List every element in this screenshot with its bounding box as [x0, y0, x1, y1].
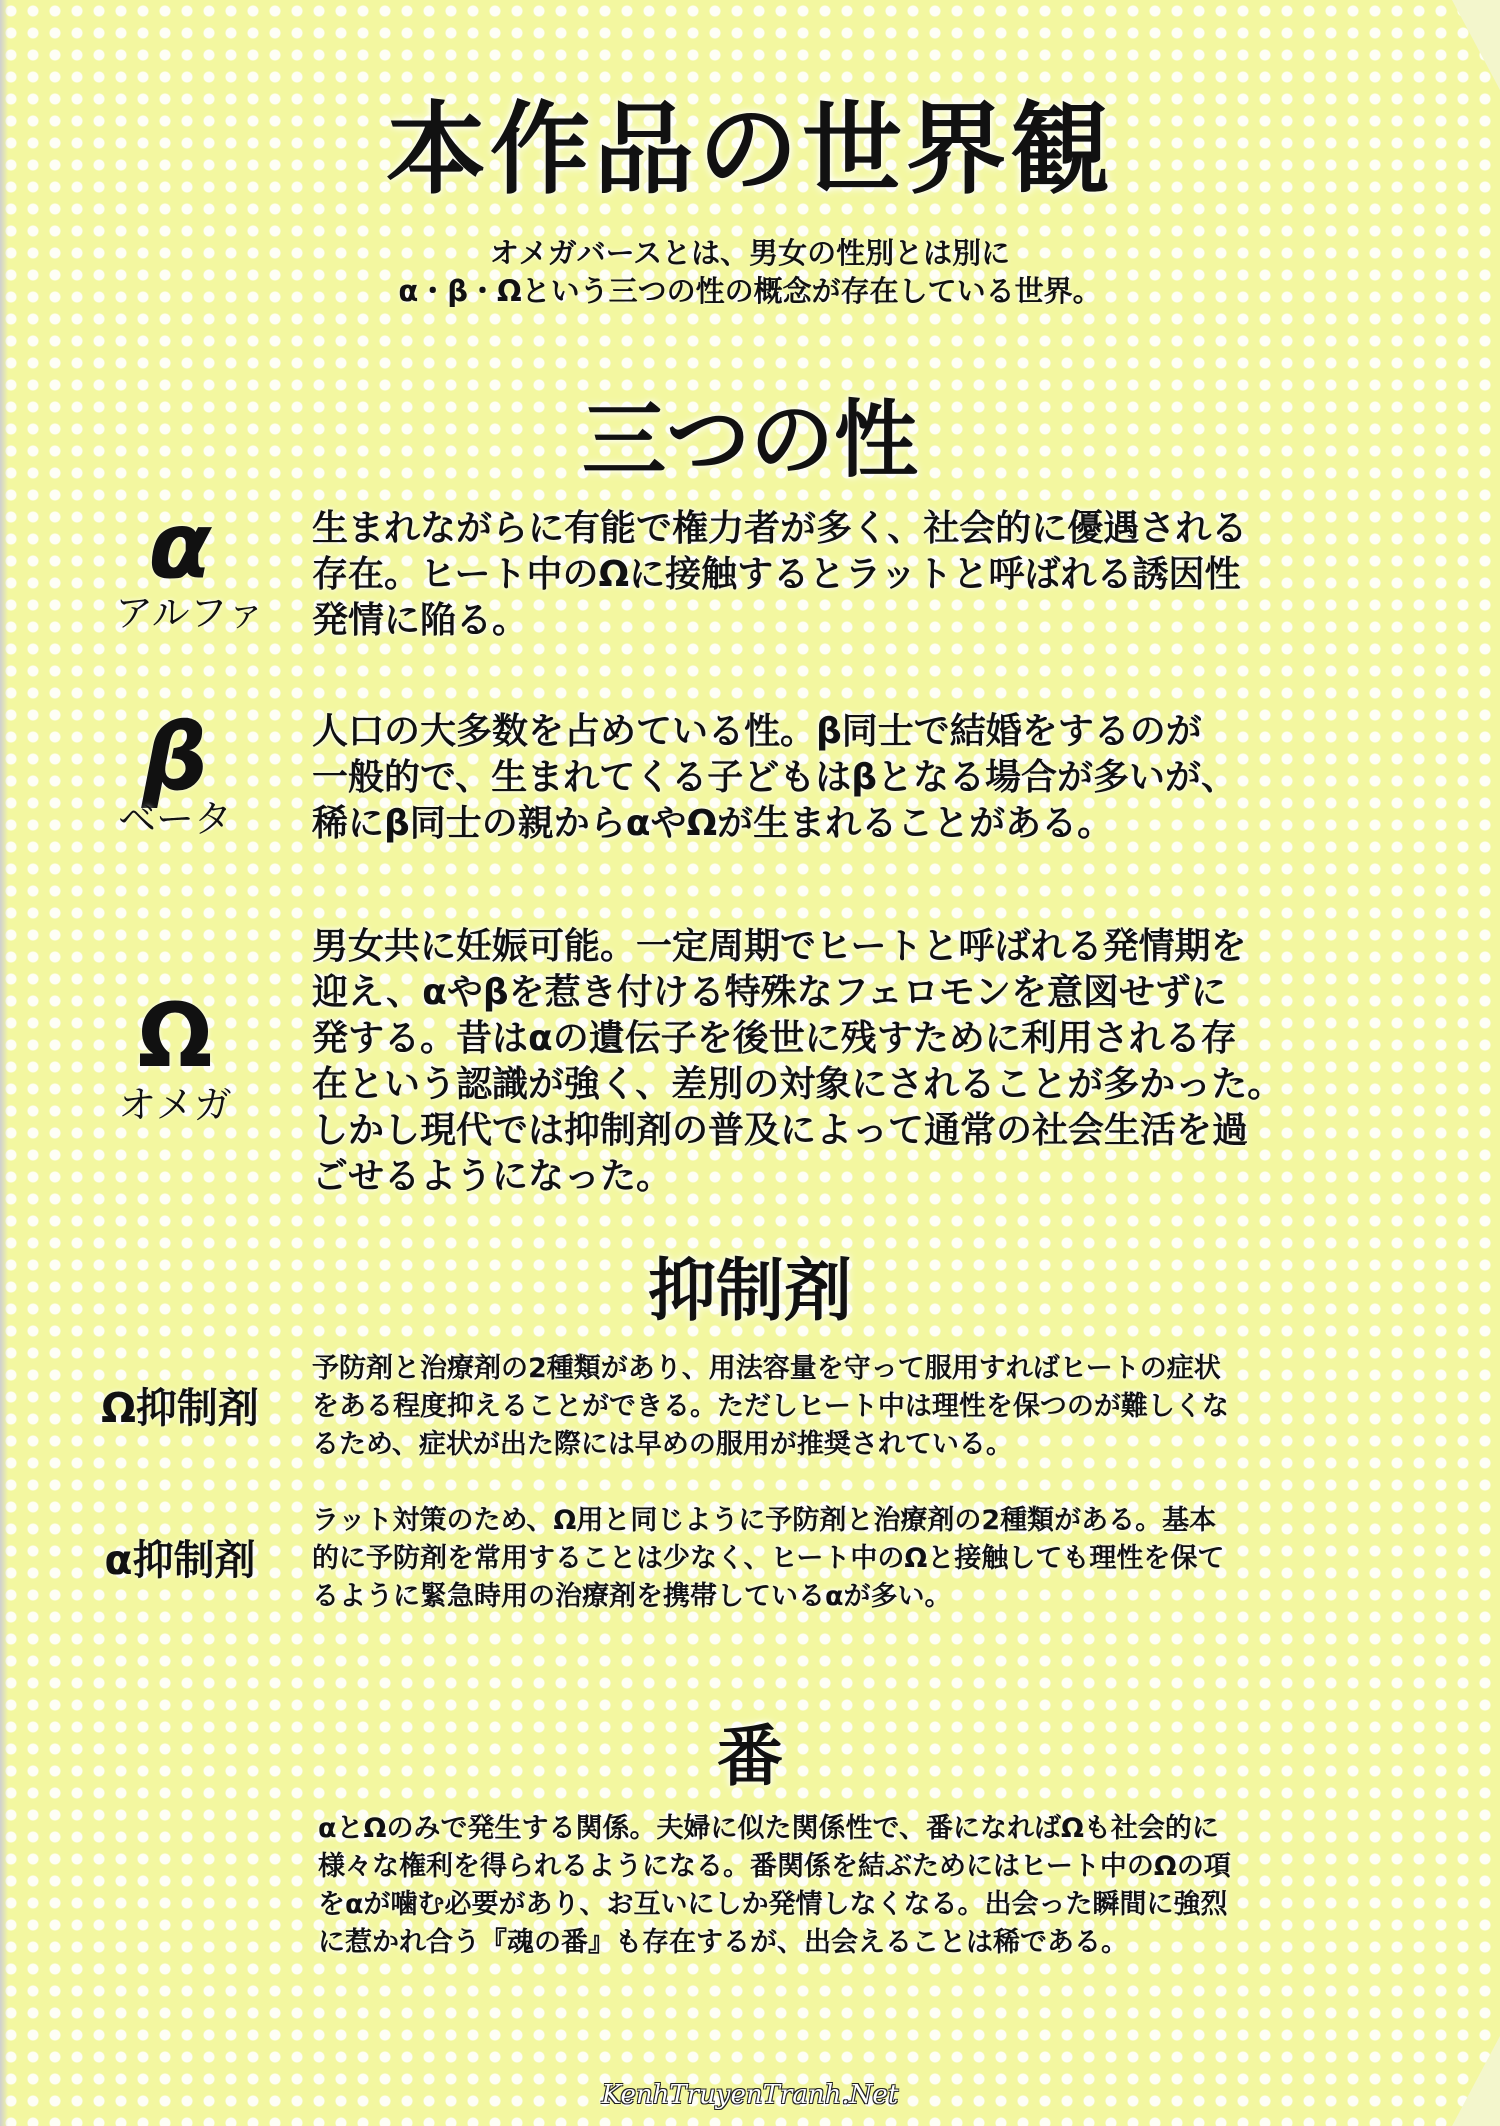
description-line: 男女共に妊娠可能。一定周期でヒートと呼ばれる発情期を — [312, 926, 1247, 967]
description-line: をある程度抑えることができる。ただしヒート中は理性を保つのが難しくな — [312, 1391, 1229, 1422]
description-line: 人口の大多数を占めている性。β同士で結婚をするのが — [312, 711, 1202, 752]
description-line: ごせるようになった。 — [312, 1156, 673, 1197]
description-line: 予防剤と治療剤の2種類があり、用法容量を守って服用すればヒートの症状 — [312, 1353, 1221, 1384]
omega-suppressant-description — [312, 1350, 1312, 1464]
suppressants-heading: 抑制剤 — [647, 1252, 852, 1331]
watermark: KenhTruyenTranh.Net — [601, 2080, 899, 2110]
bond-description — [318, 1810, 1318, 1962]
description-line: 一般的で、生まれてくる子どもはβとなる場合が多いが、 — [312, 757, 1238, 798]
bond-heading: 番 — [717, 1718, 783, 1795]
description-line: 在という認識が強く、差別の対象にされることが多かった。 — [312, 1064, 1284, 1105]
alpha-description — [312, 506, 1312, 644]
description-line: αとΩのみで発生する関係。夫婦に似た関係性で、番になればΩも社会的に — [318, 1813, 1219, 1844]
description-line: 迎え、αやβを惹き付ける特殊なフェロモンを意図せずに — [312, 972, 1227, 1013]
intro-text — [0, 234, 1500, 310]
description-line: 稀にβ同士の親からαやΩが生まれることがある。 — [312, 803, 1114, 844]
alpha-suppressant-label: α抑制剤 — [104, 1536, 256, 1584]
page-edge — [0, 0, 8, 2126]
omega-suppressant-label: Ω抑制剤 — [101, 1384, 259, 1432]
omega-description — [312, 924, 1312, 1200]
beta-symbol: β — [142, 704, 208, 811]
alpha-suppressant-description — [312, 1502, 1312, 1616]
description-line: 生まれながらに有能で権力者が多く、社会的に優遇される — [312, 508, 1248, 549]
beta-reading: ベータ — [117, 797, 232, 841]
intro-line: α・β・Ωという三つの性の概念が存在している世界。 — [398, 274, 1102, 308]
page-title: 本作品の世界観 — [386, 91, 1114, 208]
description-line: 発する。昔はαの遺伝子を後世に残すために利用される存 — [312, 1018, 1237, 1059]
description-line: るため、症状が出た際には早めの服用が推奨されている。 — [312, 1429, 1013, 1460]
description-line: に惹かれ合う『魂の番』も存在するが、出会えることは稀である。 — [318, 1927, 1128, 1958]
beta-description — [312, 709, 1312, 847]
omega-reading: オメガ — [118, 1083, 232, 1127]
description-line: ラット対策のため、Ω用と同じように予防剤と治療剤の2種類がある。基本 — [312, 1505, 1217, 1536]
description-line: 的に予防剤を常用することは少なく、ヒート中のΩと接触しても理性を保て — [312, 1543, 1225, 1574]
alpha-symbol: α — [148, 492, 212, 599]
description-line: 発情に陥る。 — [312, 600, 529, 641]
intro-line: オメガバースとは、男女の性別とは別に — [489, 236, 1011, 270]
description-line: をαが噛む必要があり、お互いにしか発情しなくなる。出会った瞬間に強烈 — [318, 1889, 1228, 1920]
genders-heading: 三つの性 — [581, 391, 918, 489]
omega-symbol: Ω — [137, 984, 213, 1087]
description-line: るように緊急時用の治療剤を携帯しているαが多い。 — [312, 1581, 952, 1612]
description-line: しかし現代では抑制剤の普及によって通常の社会生活を過 — [312, 1110, 1249, 1151]
description-line: 様々な権利を得られるようになる。番関係を結ぶためにはヒート中のΩの項 — [318, 1851, 1231, 1882]
description-line: 存在。ヒート中のΩに接触するとラットと呼ばれる誘因性 — [312, 554, 1241, 595]
alpha-reading: アルファ — [115, 591, 265, 635]
